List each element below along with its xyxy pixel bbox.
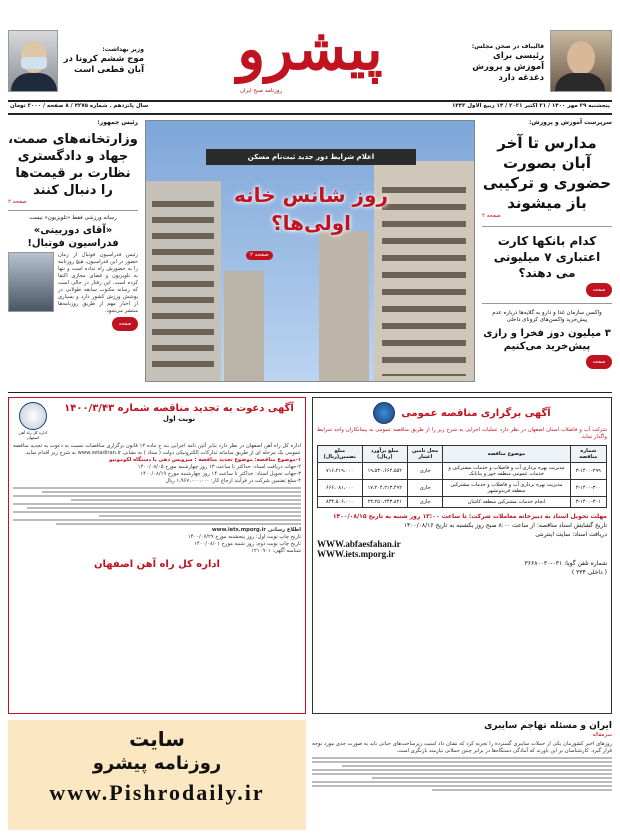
right-masthead-headline: رئیسی برای آموزش و پرورش دغدغه دارد	[472, 51, 544, 83]
football-photo	[8, 252, 54, 312]
divider	[482, 303, 612, 304]
right-masthead-story[interactable]	[460, 42, 544, 84]
table-row	[318, 480, 607, 497]
football-headline[interactable]: «آقای دوربینی» فدراسیون فوتبال!	[27, 225, 119, 249]
tender-column-header: مبلغ برآورد (ریال)	[362, 446, 408, 463]
schools-kicker: سرپرست آموزش و پرورش:	[529, 119, 612, 126]
water-opening: تاریخ گشایش اسناد مناقصه: از ساعت ۸:۰۰ صبح روز یکشنبه به تاریخ ۱۴۰۰/۰۸/۱۶	[403, 522, 607, 529]
table-cell: ۳-۱۴۰۰-۳۰۰	[570, 480, 606, 497]
water-ext: ( داخلی ۳۳۴ )	[571, 569, 607, 576]
face-mask	[21, 57, 47, 69]
logo-text: پیشرو	[237, 15, 383, 83]
promo-url[interactable]: www.Pishrodaily.ir	[49, 780, 265, 805]
left-masthead-kicker: وزیر بهداشت:	[102, 46, 144, 53]
tender-column-header: محل تامین اعتبار	[408, 446, 443, 463]
rail-item3: ۳-جهات تحویل اسناد: حداکثر تا ساعت ۱۴ روز چهارشنبه مورخ ۱۴۰۰/۰۸/۱۹	[140, 471, 301, 477]
site-promo[interactable]	[8, 720, 306, 830]
football-body: رئیس فدراسیون فوتبال از زمان حضور در این فدراسیون، هیچ روزنامه را به حضورش راه نداده است و تنها به تلویزیون و فضای مجازی اکتفا کرده است. این رفتار در حالی است که رسانه مکتوب سابقه طولانی در پوشش ورزش کشور دارد و بسیاری از اخبار مهم از طریق روزنامه‌ها منتشر می‌شود.	[58, 252, 138, 314]
rail-date2: تاریخ چاپ نوبت دوم: روز شنبه مورخ ۱۴۰۰/۰۸/۰۱	[194, 541, 301, 547]
water-contact: دریافت اسناد: سایت اینترنتی	[535, 531, 607, 538]
table-cell: ۱۹،۵۳۰،۶۶۴،۵۵۲	[362, 463, 408, 480]
tender-column-header: شماره مناقصه	[570, 446, 606, 463]
water-tender-title: آگهی برگزاری مناقصه عمومی	[401, 407, 551, 419]
bottom-article	[312, 720, 612, 830]
tender-column-header: موضوع مناقصه	[443, 446, 570, 463]
windows-pattern	[152, 191, 214, 371]
table-cell: مدیریت بهره برداری آب و فاضلاب و خدمات مشترکین و خدمات عمومی منطقه خور و بیابانک	[443, 463, 570, 480]
promo-line2: روزنامه پیشرو	[92, 753, 222, 774]
water-company-logo	[373, 402, 395, 424]
vaccine-headline[interactable]: ۳ میلیون دوز فخرا و رازی پیش‌خرید می‌کنیم	[483, 328, 611, 352]
portrait-face	[567, 41, 595, 75]
water-tender-table	[317, 445, 607, 508]
water-tel: شماره تلفن گویا: ۰۳۱-۳۶۶۸۰۰۳۰	[524, 560, 607, 567]
masthead-bottom-rule	[8, 113, 612, 115]
table-cell: ۱۷،۲۰۴،۲۱۳،۴۹۲	[362, 480, 408, 497]
rail-logo-caption: اداره کل راه آهن اصفهان	[18, 430, 48, 440]
tender-column-header: مبلغ تضمین(ریال)	[318, 446, 363, 463]
housing-headline: روز شانس خانه اولی‌ها؟	[234, 183, 388, 235]
table-cell: جاری	[408, 497, 443, 508]
table-cell: ۷۱۶،۲۱۹،۰۰۰	[318, 463, 363, 480]
cards-badge[interactable]: صفحه	[586, 283, 612, 297]
water-tender-intro: شرکت آب و فاضلاب استان اصفهان در نظر دارد عملیات اجرایی به شرح زیر را از طریق مناقصه عمومی به پیمانکاران واجد شرایط واگذار نماید.	[317, 427, 607, 440]
rail-tender-body: اداره کل راه آهن اصفهان در نظر دارد بنابر آئین نامه اجرایی بند ج ماده ۱۲ قانون برگزاری مناقصات نسبت به دعوت به تجدید مناقصه عمومی یک مرحله ای از طریق سامانه تدارکات الکترونیکی دولت ( ستاد ) به نشانی www.setadiran.ir به شرح زیر اقدام نماید.	[13, 443, 301, 456]
vaccine-kicker: واکسن سازمان غذا و دارو به گلایه‌ها درباره عدم پیش‌خرید واکسن‌های کرونای داخلی	[492, 310, 602, 323]
rail-item1: ۱-موضوع مناقصه: موضوع تجدید مناقصه : سرویس دهی یا دستگاه لکوموتیو	[109, 457, 301, 463]
divider	[8, 210, 138, 211]
housing-banner: اعلام شرایط دور جدید ثبت‌نام مسکن	[206, 149, 416, 165]
water-site2[interactable]: WWW.iets.mporg.ir	[317, 549, 395, 559]
cards-headline[interactable]: کدام بانکها کارت اعتباری ۷ میلیونی می دهند؟	[493, 234, 601, 280]
tender-ad-water[interactable]	[312, 397, 612, 714]
table-row	[318, 497, 607, 508]
center-photo[interactable]	[145, 120, 475, 382]
rail-date1: تاریخ چاپ نوبت اول: روز پنجشنبه مورخ ۱۴۰۰/۰۷/۲۹	[187, 534, 301, 540]
promo-line1: سایت	[129, 727, 185, 751]
water-deadline: مهلت تحویل اسناد به دبیرخانه معاملات شرکت: تا ساعت ۱۳:۰۰ روز شنبه به تاریخ ۱۴۰۰/۰۸/۱۵	[332, 513, 607, 520]
building-left-2	[224, 271, 264, 382]
table-cell: مدیریت بهره برداری آب و فاضلاب و خدمات مشترکین منطقه فریدونشهر	[443, 480, 570, 497]
table-cell: جاری	[408, 480, 443, 497]
rail-item2: ۲-جهات دریافت اسناد: حداکثر تا ساعت ۱۳ روز چهارشنبه مورخ ۱۴۰۰/۰۸/۰۵	[137, 464, 301, 470]
building-right-2	[319, 231, 369, 382]
schools-page-ref[interactable]: صفحه ۲	[482, 213, 501, 219]
left-masthead-headline: موج ششم کرونا در آبان قطعی است	[63, 54, 144, 75]
portrait-suit	[555, 73, 605, 91]
table-row	[318, 463, 607, 480]
rail-signature: اداره کل راه آهن اصفهان	[94, 559, 220, 570]
logo-subtitle: روزنامه صبح ایران	[240, 88, 283, 94]
tender-ad-rail[interactable]	[8, 397, 306, 714]
rail-logo	[19, 402, 47, 430]
date-line: پنجشنبه ۲۹ مهر ۱۴۰۰ / ۲۱ اکتبر ۲۰۲۱ / ۱۴ ربیع الاول ۱۴۴۳	[451, 103, 610, 109]
article-filler-lines	[312, 757, 612, 791]
rail-tender-title: آگهی دعوت به تجدید مناقصه شماره ۱۴۰۰/۳/۴۳	[64, 403, 294, 414]
article-headline[interactable]: ایران و مسئله تهاجم سایبری	[484, 721, 612, 731]
president-page-ref[interactable]: صفحه ۲	[8, 199, 27, 205]
article-byline: سرمقاله	[592, 732, 612, 738]
right-column	[482, 118, 612, 388]
rail-code: شناسه آگهی: ۱۲۱۰۹۰۱	[251, 548, 301, 554]
masthead-logo[interactable]	[200, 10, 420, 100]
water-website[interactable]: WWW.abfaesfahan.ir	[317, 539, 401, 549]
right-portrait-photo	[550, 30, 612, 92]
rail-portal[interactable]: اطلاع رسانی www.iets.mporg.ir	[211, 527, 301, 533]
masthead-top-rule	[8, 100, 612, 102]
vaccine-badge[interactable]: صفحه	[586, 355, 612, 369]
schools-headline[interactable]: مدارس تا آخر آبان بصورت حضوری و ترکیبی باز میشوند	[482, 134, 612, 212]
football-kicker: رسانه ورزشی فقط «تلویزیون» نیست	[29, 215, 117, 221]
table-cell: ۸۳۴،۵۰۶،۰۰۰	[318, 497, 363, 508]
right-masthead-kicker: قالیباف در صحن مجلس:	[471, 43, 544, 50]
housing-page-ref: صفحه ۲	[246, 251, 273, 260]
divider	[482, 226, 612, 227]
table-cell: ۳-۱۴۰۰-۲۹۹	[570, 463, 606, 480]
table-cell: ۲۳،۲۵۰،۲۴۳،۸۲۱	[362, 497, 408, 508]
president-headline[interactable]: وزارتخانه‌های صمت، جهاد و دادگستری نظارت بر قیمت‌ها را دنبال کنند	[8, 132, 138, 198]
mid-rule	[8, 392, 612, 393]
rail-filler-lines	[13, 487, 301, 525]
table-cell: انجام خدمات مشترکین منطقه کاشان	[443, 497, 570, 508]
left-portrait-photo	[8, 30, 58, 92]
table-cell: ۳-۱۴۰۰-۳۰۱	[570, 497, 606, 508]
issue-line: سال پانزدهم . شماره ۴۲۷۵ / ۸ صفحه / ۲۰۰۰ تومان	[10, 103, 149, 109]
rail-item4: ۴-مبلغ تضمین شرکت در فرآیند ارجاع کار: ۱،۹۶۷،۰۰۰،۰۰۰ ریال	[165, 478, 301, 484]
table-cell: ۶۶۶،۰۸۱،۰۰۰	[318, 480, 363, 497]
left-column	[8, 118, 138, 388]
rail-tender-round: نوبت اول	[162, 415, 196, 423]
table-cell: جاری	[408, 463, 443, 480]
portrait-suit-left	[11, 73, 57, 91]
president-kicker: رئیس جمهور:	[97, 119, 138, 126]
football-badge[interactable]: صفحه	[112, 317, 138, 331]
article-body: روزهای اخیر کشورمان یکی از حملات سایبری گسترده را تجربه کرد که نشان داد امنیت زیرساخت‌های حیاتی باید به صورت جدی مورد توجه قرار گیرد. کارشناسان بر این باورند که آمادگی دستگاه‌ها در برابر چنین حملاتی نیازمند بازنگری است.	[312, 741, 612, 754]
left-masthead-story[interactable]	[62, 45, 144, 76]
